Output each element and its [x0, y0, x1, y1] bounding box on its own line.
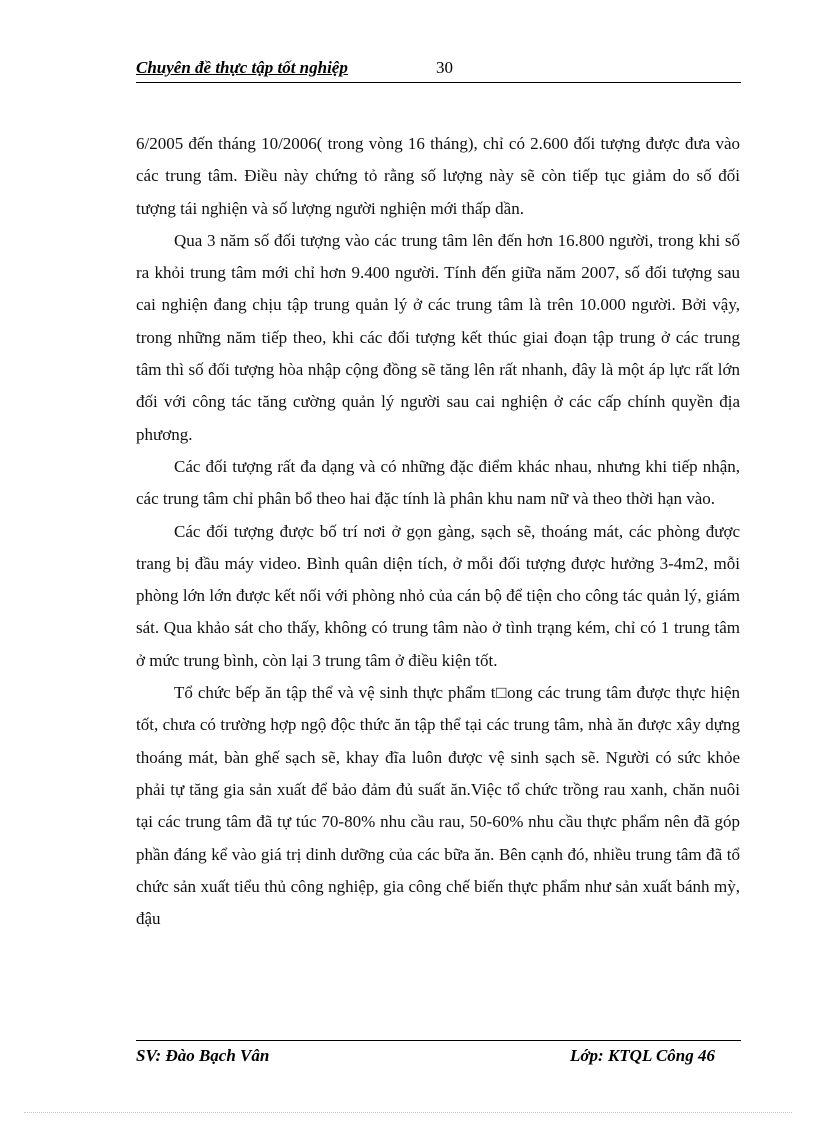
paragraph: 6/2005 đến tháng 10/2006( trong vòng 16 tháng), chỉ có 2.600 đối tượng được đưa vào các trung tâm. Điều này chứng tỏ rằng số lượng này sẽ còn tiếp tục giảm do số đối tượng tái nghiện và số lượng người nghiện mới thấp dần.: [136, 134, 740, 218]
paragraph: Các đối tượng rất đa dạng và có những đặc điểm khác nhau, nhưng khi tiếp nhận, các trung tâm chỉ phân bổ theo hai đặc tính là phân khu nam nữ và theo thời hạn vào.: [136, 456, 740, 509]
page-number: 30: [436, 58, 453, 77]
body-text: [136, 128, 740, 935]
paragraph: Qua 3 năm số đối tượng vào các trung tâm lên đến hơn 16.800 người, trong khi số ra khỏi trung tâm mới chỉ hơn 9.400 người. Tính đến giữa năm 2007, số đối tượng sau cai nghiện đang chịu tập trung quản lý ở các trung tâm là trên 10.000 người. Bởi vậy, trong những năm tiếp theo, khi các đối tượng kết thúc giai đoạn tập trung ở các trung tâm thì số đối tượng hòa nhập cộng đồng sẽ tăng lên rất nhanh, đây là một áp lực rất lớn đối với công tác tăng cường quản lý người sau cai nghiện ở các cấp chính quyền địa phương.: [136, 230, 740, 444]
page-bottom-divider: [24, 1112, 792, 1113]
paragraph: Các đối tượng được bố trí nơi ở gọn gàng, sạch sẽ, thoáng mát, các phòng được trang bị đầu máy video. Bình quân diện tích, ở mỗi đối tượng được hưởng 3-4m2, mỗi phòng lớn lớn được kết nối với phòng nhỏ của cán bộ để tiện cho công tác quản lý, giám sát. Qua khảo sát cho thấy, không có trung tâm nào ở tình trạng kém, chỉ có 1 trung tâm ở mức trung bình, còn lại 3 trung tâm ở điều kiện tốt.: [136, 521, 740, 670]
paragraph: Tổ chức bếp ăn tập thể và vệ sinh thực phẩm t□ong các trung tâm được thực hiện tốt, chưa có trường hợp ngộ độc thức ăn tập thể tại các trung tâm, nhà ăn được xây dựng thoáng mát, bàn ghế sạch sẽ, khay đĩa luôn được vệ sinh sạch sẽ. Người có sức khỏe phải tự tăng gia sản xuất để bảo đảm đủ suất ăn.Việc tổ chức trồng rau xanh, chăn nuôi tại các trung tâm đã tự túc 70-80% nhu cầu rau, 50-60% nhu cầu thực phẩm nên đã góp phần đáng kể vào giá trị dinh dưỡng của các bữa ăn. Bên cạnh đó, nhiều trung tâm đã tổ chức sản xuất tiểu thủ công nghiệp, gia công chế biến thực phẩm như sản xuất bánh mỳ, đậu: [136, 683, 740, 929]
header-title: Chuyên đề thực tập tốt nghiệp: [136, 58, 348, 77]
footer-student-name: SV: Đào Bạch Vân: [136, 1046, 270, 1065]
page-footer: [136, 1040, 741, 1071]
footer-class: Lớp: KTQL Công 46: [570, 1046, 715, 1065]
page-header: [136, 56, 741, 83]
